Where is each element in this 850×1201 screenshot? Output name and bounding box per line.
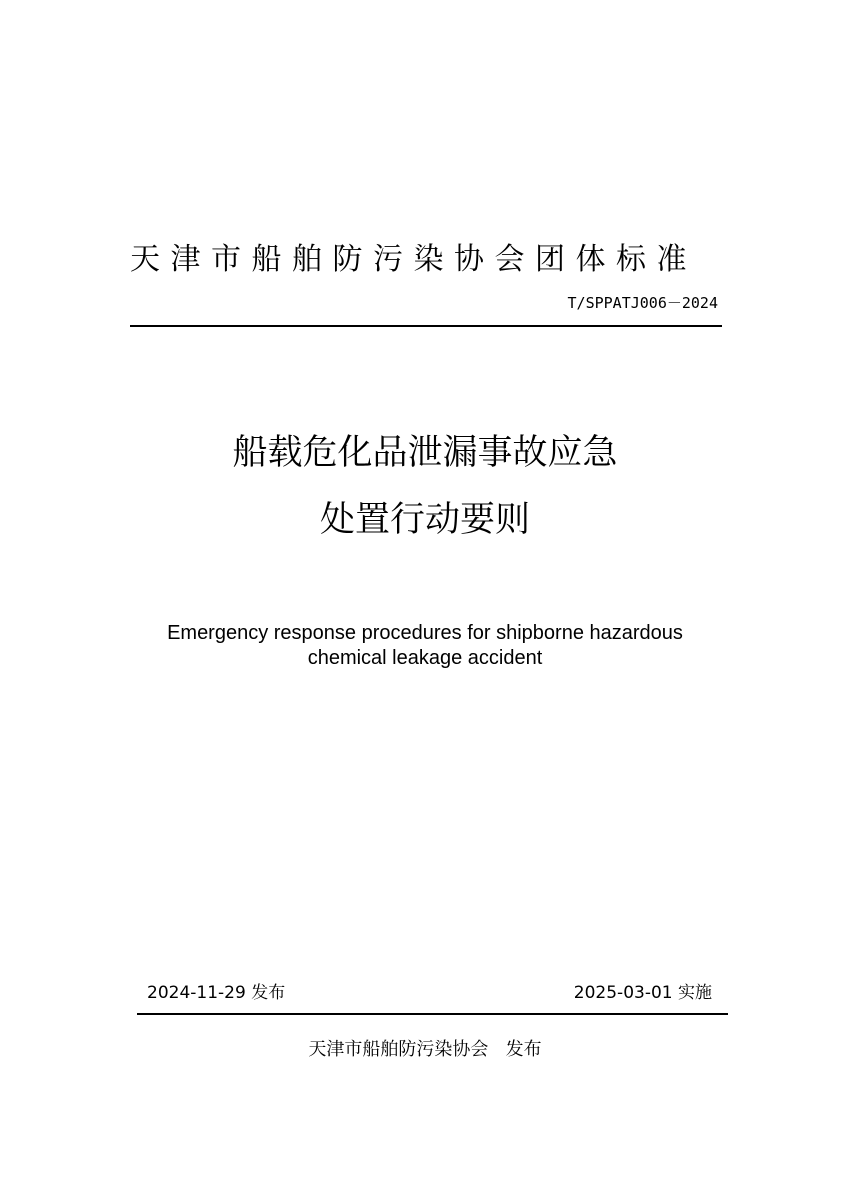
chinese-title-line-1: 船载危化品泄漏事故应急 bbox=[232, 433, 618, 473]
implementation-date: 2025-03-01 实施 bbox=[573, 983, 712, 1003]
footer-divider bbox=[137, 1013, 728, 1015]
organization-standard-heading: 天津市船舶防污染协会团体标准 bbox=[130, 242, 697, 277]
publisher-line: 天津市船舶防污染协会 发布 bbox=[308, 1039, 542, 1060]
header-divider bbox=[130, 325, 722, 327]
english-title-line-1: Emergency response procedures for shipborne hazardous bbox=[167, 622, 683, 644]
chinese-title-line-2: 处置行动要则 bbox=[319, 500, 530, 540]
standard-number: T/SPPATJ006－2024 bbox=[567, 294, 718, 312]
publish-date: 2024-11-29 发布 bbox=[147, 983, 286, 1003]
english-title-line-2: chemical leakage accident bbox=[307, 647, 543, 669]
